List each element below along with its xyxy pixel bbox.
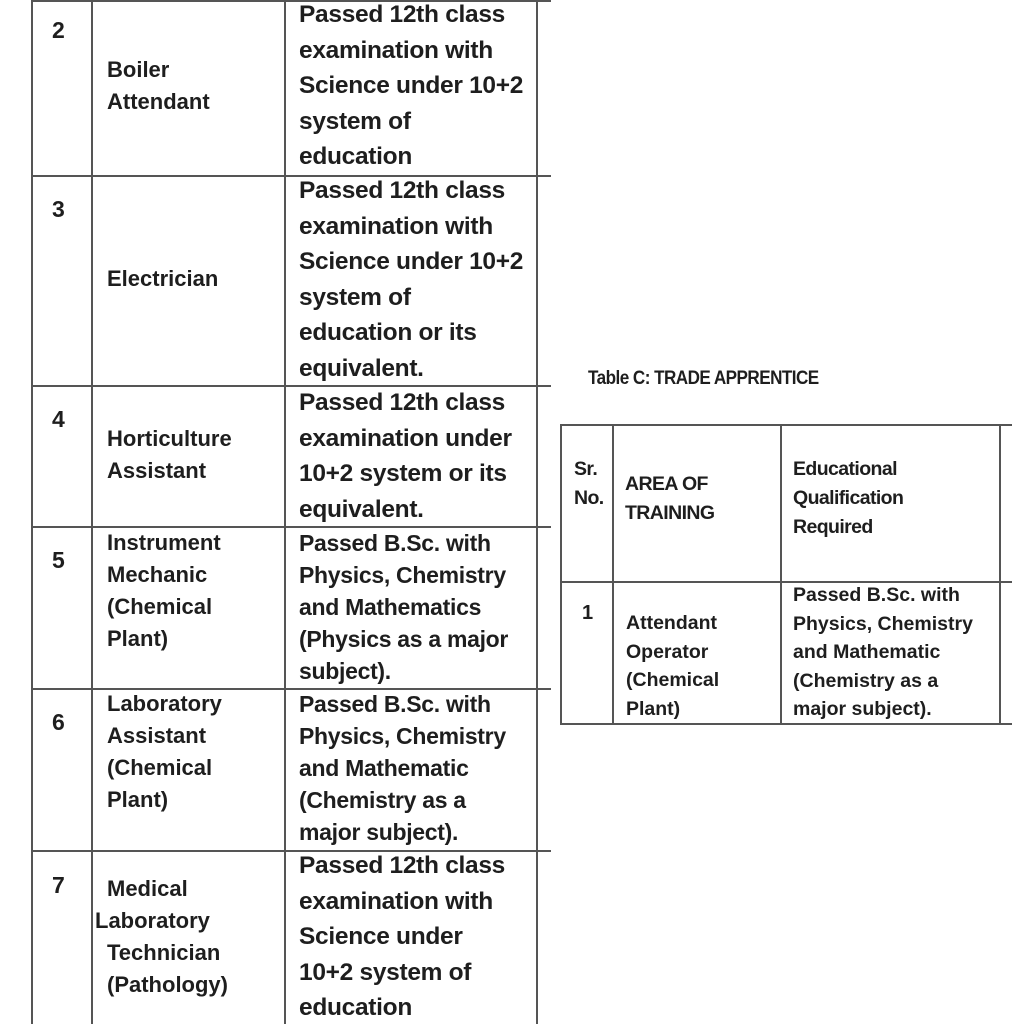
text-line: Electrician xyxy=(107,266,219,291)
table-border xyxy=(31,0,33,1024)
header-sr-no xyxy=(574,455,604,513)
text-line: Passed 12th class xyxy=(299,1,506,28)
text-line: and Mathematic xyxy=(299,755,469,781)
text-line: Sr. xyxy=(574,458,598,480)
header-area-of-training xyxy=(625,470,714,528)
text-line: education xyxy=(299,143,413,170)
text-line: Plant) xyxy=(626,697,681,720)
text-line: (Pathology) xyxy=(107,972,228,997)
table-title: Table C: TRADE APPRENTICE xyxy=(588,368,819,389)
trade-name xyxy=(107,527,221,655)
trade-name xyxy=(107,263,218,295)
text-line: Operator xyxy=(626,640,709,663)
qualification xyxy=(299,688,506,848)
serial-number: 1 xyxy=(582,602,594,624)
text-line: Plant) xyxy=(107,626,169,651)
text-line: Passed B.Sc. with xyxy=(793,584,960,606)
table-border xyxy=(560,424,1012,426)
column-divider xyxy=(91,0,93,1024)
text-line: major subject). xyxy=(793,698,932,720)
text-line: system of xyxy=(299,107,411,135)
text-line: No. xyxy=(574,487,604,509)
trade-name xyxy=(107,54,210,118)
area-of-training xyxy=(626,609,719,723)
text-line: Assistant xyxy=(107,458,207,483)
trade-name xyxy=(107,423,232,487)
text-line: subject). xyxy=(299,658,391,684)
text-line: Required xyxy=(793,516,873,538)
text-line: Horticulture xyxy=(107,426,232,451)
text-line: and Mathematics xyxy=(299,594,482,620)
text-line: (Chemistry as a xyxy=(299,787,466,813)
text-line: AREA OF xyxy=(625,473,708,495)
text-line: Laboratory xyxy=(95,908,210,933)
column-divider xyxy=(612,424,614,725)
table-border xyxy=(560,424,562,725)
text-line: education xyxy=(299,994,413,1021)
text-line: Passed 12th class xyxy=(299,389,506,416)
text-line: examination with xyxy=(299,212,493,240)
text-line: 10+2 system of xyxy=(299,958,472,986)
text-line: examination with xyxy=(299,36,493,64)
text-line: Passed B.Sc. with xyxy=(299,530,491,556)
text-line: Physics, Chemistry xyxy=(299,562,506,588)
text-line: major subject). xyxy=(299,819,459,845)
serial-number: 6 xyxy=(52,709,65,735)
column-divider xyxy=(284,0,286,1024)
qualification xyxy=(299,173,523,386)
qualification xyxy=(299,848,505,1026)
serial-number: 2 xyxy=(52,17,65,43)
text-line: Boiler xyxy=(107,57,170,82)
text-line: Laboratory xyxy=(107,691,222,716)
text-line: and Mathematic xyxy=(793,641,941,663)
text-line: Science under 10+2 xyxy=(299,72,524,99)
text-line: Physics, Chemistry xyxy=(793,612,973,635)
text-line: Plant) xyxy=(107,787,169,812)
text-line: Educational xyxy=(793,458,897,480)
text-line: Medical xyxy=(107,876,188,901)
serial-number: 4 xyxy=(52,406,65,432)
text-line: Mechanic xyxy=(107,562,208,587)
text-line: Instrument xyxy=(107,530,221,555)
text-line: TRAINING xyxy=(625,502,715,524)
text-line: 10+2 system or its xyxy=(299,460,507,487)
text-line: (Chemical xyxy=(107,594,213,619)
text-line: equivalent. xyxy=(299,495,424,523)
text-line: system of xyxy=(299,283,411,311)
qualification xyxy=(299,0,523,175)
column-divider xyxy=(999,424,1001,725)
text-line: Technician xyxy=(107,940,221,965)
text-line: Passed 12th class xyxy=(299,177,506,204)
text-line: (Chemical xyxy=(626,669,720,691)
text-line: Attendant xyxy=(107,89,210,114)
text-line: Passed 12th class xyxy=(299,852,506,879)
text-line: (Chemistry as a xyxy=(793,669,939,692)
text-line: Attendant xyxy=(626,612,717,634)
header-educational-qualification xyxy=(793,455,903,542)
qualification xyxy=(793,581,973,724)
text-line: Passed B.Sc. with xyxy=(299,691,491,717)
trade-name xyxy=(107,688,222,816)
text-line: examination under xyxy=(299,424,512,452)
serial-number: 5 xyxy=(52,547,65,573)
text-line: Assistant xyxy=(107,723,207,748)
text-line: examination with xyxy=(299,887,493,915)
column-divider xyxy=(780,424,782,725)
text-line: Science under xyxy=(299,923,463,950)
text-line: Physics, Chemistry xyxy=(299,723,506,749)
table-border xyxy=(536,0,538,1024)
text-line: (Physics as a major xyxy=(299,626,509,652)
text-line: education or its xyxy=(299,319,477,346)
text-line: equivalent. xyxy=(299,354,424,382)
qualification xyxy=(299,385,512,527)
qualification xyxy=(299,527,508,687)
serial-number: 7 xyxy=(52,872,65,898)
trade-name xyxy=(95,873,228,1001)
serial-number: 3 xyxy=(52,196,65,222)
text-line: Qualification xyxy=(793,487,904,509)
text-line: (Chemical xyxy=(107,755,213,780)
text-line: Science under 10+2 xyxy=(299,248,524,275)
